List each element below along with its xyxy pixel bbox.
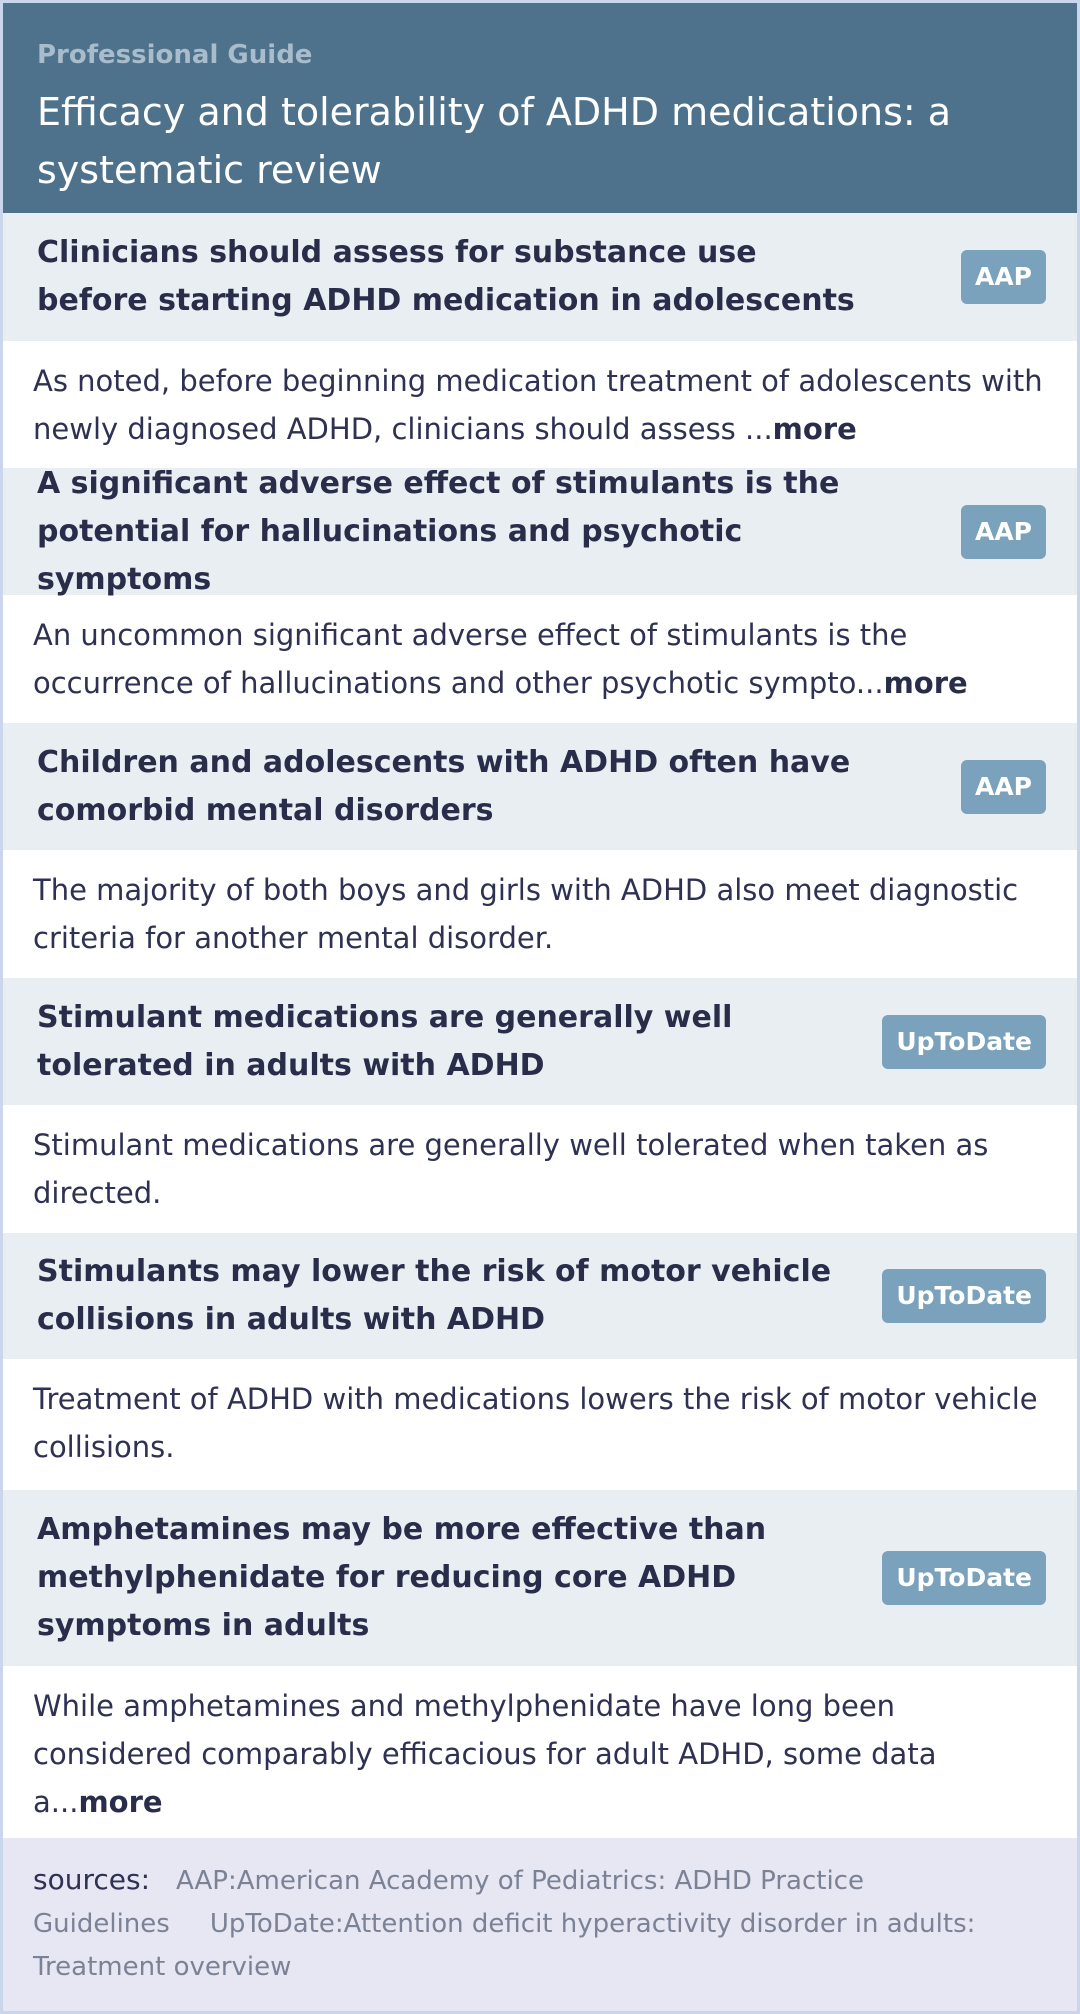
source-badge[interactable]: AAP	[961, 505, 1046, 559]
recommendation-body	[3, 1105, 1077, 1233]
recommendation-heading: Stimulant medications are generally well tolerated in adults with ADHD	[37, 999, 733, 1083]
recommendation-text: While amphetamines and methylphenidate have long been considered comparably efficacious for adult ADHD, some data a...	[33, 1689, 937, 1819]
source-badge[interactable]: UpToDate	[882, 1551, 1046, 1605]
recommendation-body	[3, 1666, 1077, 1844]
sources-label: sources:	[33, 1863, 151, 1896]
recommendation-heading-row[interactable]	[3, 723, 1077, 850]
sources-footer	[3, 1838, 1077, 2011]
recommendation-body	[3, 1359, 1077, 1490]
recommendation-text: Stimulant medications are generally well tolerated when taken as directed.	[33, 1128, 989, 1210]
recommendation-heading-row[interactable]	[3, 1233, 1077, 1359]
more-link[interactable]: more	[78, 1785, 163, 1819]
recommendation-text: The majority of both boys and girls with ADHD also meet diagnostic criteria for another mental disorder.	[33, 873, 1019, 955]
source-badge[interactable]: AAP	[961, 250, 1046, 304]
recommendation-heading-row[interactable]	[3, 1490, 1077, 1666]
recommendation-heading-row[interactable]	[3, 465, 1077, 597]
source-badge[interactable]: AAP	[961, 760, 1046, 814]
recommendation-body	[3, 850, 1077, 978]
guide-header	[3, 3, 1077, 213]
recommendation-heading-row[interactable]	[3, 213, 1077, 341]
more-link[interactable]: more	[883, 666, 968, 700]
recommendation-heading: Amphetamines may be more effective than methylphenidate for reducing core ADHD symptoms in adults	[37, 1512, 767, 1643]
source-badge[interactable]: UpToDate	[882, 1015, 1046, 1069]
recommendation-heading: Stimulants may lower the risk of motor vehicle collisions in adults with ADHD	[37, 1254, 832, 1337]
recommendation-body	[3, 341, 1077, 468]
recommendation-heading: A significant adverse effect of stimulants is the potential for hallucinations and psychotic symptoms	[37, 465, 840, 597]
guide-title: Efficacy and tolerability of ADHD medications: a systematic review	[37, 90, 952, 192]
guide-card	[3, 3, 1077, 2011]
source-badge[interactable]: UpToDate	[882, 1269, 1046, 1323]
recommendation-heading-row[interactable]	[3, 978, 1077, 1105]
recommendation-body	[3, 595, 1077, 723]
recommendation-text: An uncommon significant adverse effect of stimulants is the occurrence of hallucinations and other psychotic sympto...	[33, 618, 908, 700]
guide-kicker: Professional Guide	[37, 40, 313, 70]
recommendation-heading: Clinicians should assess for substance use before starting ADHD medication in adolescents	[37, 235, 855, 318]
recommendation-text: As noted, before beginning medication treatment of adolescents with newly diagnosed ADHD, clinicians should assess ...	[33, 364, 1043, 446]
more-link[interactable]: more	[772, 412, 857, 446]
recommendation-heading: Children and adolescents with ADHD often have comorbid mental disorders	[37, 744, 851, 828]
source-reference[interactable]: UpToDate:Attention deficit hyperactivity disorder in adults: Treatment overview	[33, 1909, 976, 1982]
recommendation-text: Treatment of ADHD with medications lowers the risk of motor vehicle collisions.	[33, 1382, 1038, 1464]
source-reference[interactable]: AAP:American Academy of Pediatrics: ADHD Practice Guidelines	[33, 1866, 864, 1939]
